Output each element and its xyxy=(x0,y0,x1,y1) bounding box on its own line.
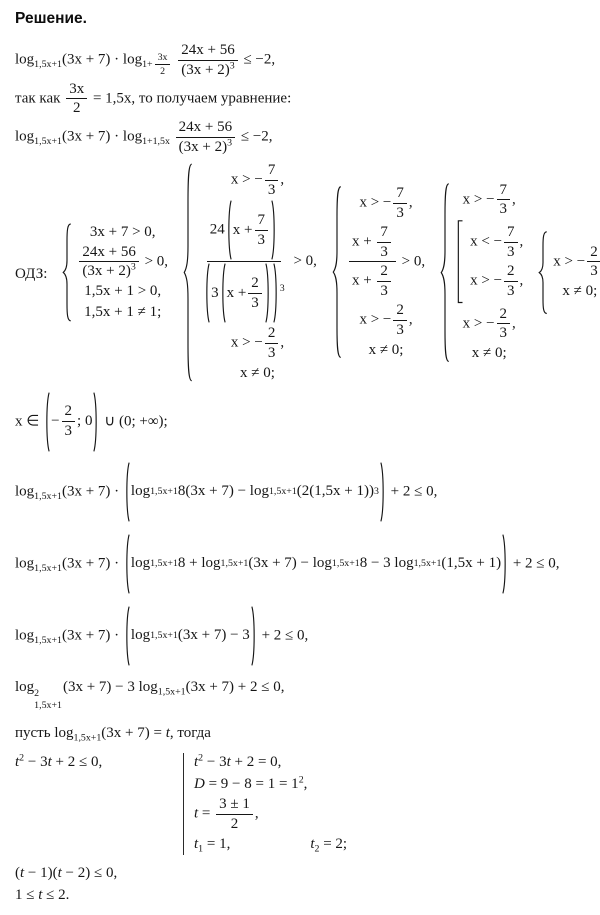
fraction: $\frac{7}{3}$ xyxy=(265,162,279,199)
formula-derivation-4: log 2 1,5x+1 (3x + 7) − 3 $\log_{1,5x+1}(3x + 7) + 2 \le 0$, xyxy=(15,678,285,712)
formula-derivation-1: $\log_{1,5x+1}(3x + 7)$ · log 1,5x+1 8(3x + 7) − log 1,5x+1 (2(1,5x + 1)) 3 + 2 ≤ 0, xyxy=(15,462,592,522)
parenthesis-icon xyxy=(273,263,279,323)
quadratic-side-panel xyxy=(183,753,347,854)
system-row: x > − $\frac{2}{3}$ xyxy=(553,244,600,281)
equation-system xyxy=(440,182,523,363)
fraction: $\frac{2}{3}$ xyxy=(62,403,76,440)
roots-row xyxy=(194,835,347,855)
fraction: $\frac{7}{3}$ xyxy=(255,212,269,249)
equation-system xyxy=(183,162,317,383)
fraction: $\frac{2}{3}$ xyxy=(587,244,600,281)
sup-sub-stack: 2 1,5x+1 xyxy=(34,688,62,712)
system-row: x < − $\frac{7}{3}$ , xyxy=(470,224,524,261)
system-row: 24 x + $\frac{7}{3}$ 3 x + $\frac{2}{3}$ $^3$ > 0, xyxy=(198,200,317,323)
brace-icon xyxy=(538,231,548,314)
system-row: x + $\frac{7}{3}$ x + $\frac{2}{3}$ > 0, xyxy=(347,224,425,300)
fraction: $\frac{3x}{2}$ xyxy=(155,52,171,77)
fraction: $\frac{24x + 56}{(3x + 2)^3}$ xyxy=(178,42,237,79)
formula-factored-inequality: (t − 1)(t − 2) ≤ 0, xyxy=(15,864,118,881)
equation-system xyxy=(332,185,425,359)
fraction: $\frac{7}{3}$ xyxy=(497,182,511,219)
fraction: $\frac{24x + 56}{(3x + 2)^3}$ xyxy=(176,119,235,156)
parenthesis-group: x + $\frac{2}{3}$ xyxy=(220,263,271,323)
parenthesis-group: − $\frac{2}{3}$ ; 0 xyxy=(44,392,99,452)
fraction: $\frac{2}{3}$ xyxy=(265,325,279,362)
formula-t-roots-formula: t = $\frac{3 \pm 1}{2}$ , xyxy=(194,796,259,833)
system-row: x > − $\frac{2}{3}$ , xyxy=(470,262,524,299)
fraction: $\frac{3x}{2}$ xyxy=(66,81,87,118)
fraction: $\frac{2}{3}$ xyxy=(393,302,407,339)
system-row: x ≠ 0; xyxy=(240,364,275,381)
formula-root-2: $t_2 = 2$; xyxy=(310,836,348,855)
equation-system-4 xyxy=(440,182,523,368)
parenthesis-icon xyxy=(265,263,271,323)
system-row: 3x + 7 > 0, xyxy=(89,223,156,240)
fraction: $\frac{2}{3}$ xyxy=(497,306,511,343)
system-row: $\frac{24x + 56}{(3x + 2)^3}$ > 0, xyxy=(77,244,168,281)
parenthesis-icon xyxy=(93,392,99,452)
parenthesis-group: log 1,5x+1 8(3x + 7) − log 1,5x+1 (2(1,5x + 1)) 3 xyxy=(124,462,386,522)
formula-t-equation: $t^2 - 3t + 2 = 0$, xyxy=(194,752,282,771)
fraction: $\frac{2}{3}$ xyxy=(248,275,262,312)
parenthesis-group: log 1,5x+1 (3x + 7) − 3 xyxy=(124,606,257,666)
fraction: $\frac{2}{3}$ xyxy=(504,263,518,300)
equation-system xyxy=(455,220,523,303)
equation-system-3 xyxy=(332,185,425,364)
formula-original-inequality: $\log_{1,5x+1}(3x + 7) \cdot \log_{1+ \frac{3x}{2}}$ $\frac{24x + 56}{(3x + 2)^3}$ ≤ −2, xyxy=(15,42,276,78)
brace-icon xyxy=(62,223,72,322)
system-row: x > − $\frac{7}{3}$ , xyxy=(230,161,285,198)
parenthesis-icon xyxy=(271,200,277,260)
parenthesis-icon xyxy=(502,534,508,594)
brace-icon xyxy=(332,185,342,359)
formula-substitution: пусть $\log_{1,5x+1}(3x + 7) = t$, тогда xyxy=(15,724,211,744)
fraction: $\frac{3 \pm 1}{2}$ xyxy=(216,796,253,833)
system-row: x > − $\frac{2}{3}$ , xyxy=(230,325,285,362)
formula-derivation-2: $\log_{1,5x+1}(3x + 7)$ · log 1,5x+1 8 + log 1,5x+1 (3x + 7) − log 1,5x+1 8 − 3 log 1,5x+1 (1,5x + 1) + 2 ≤ 0, xyxy=(15,534,592,594)
system-row: x > − $\frac{7}{3}$ , xyxy=(462,181,516,218)
formula-rewritten-inequality: $\log_{1,5x+1}(3x + 7) \cdot \log_{1+1,5x}$ $\frac{24x + 56}{(3x + 2)^3}$ ≤ −2, xyxy=(15,119,273,155)
fraction: x + $\frac{7}{3}$ x + $\frac{2}{3}$ xyxy=(349,224,396,300)
fraction: $\frac{7}{3}$ xyxy=(377,224,391,261)
formula-derivation-3: $\log_{1,5x+1}(3x + 7)$ · log 1,5x+1 (3x + 7) − 3 + 2 ≤ 0, xyxy=(15,606,592,666)
fraction: $\frac{24x + 56}{(3x + 2)^3}$ xyxy=(79,244,138,281)
system-row: x ≠ 0; xyxy=(471,345,507,362)
system-row: x ≠ 0; xyxy=(368,341,404,358)
fraction: $\frac{2}{3}$ xyxy=(377,263,391,300)
system-row: x ≠ 0; xyxy=(562,283,598,300)
equation-system-5 xyxy=(538,231,600,319)
quadratic-block xyxy=(15,753,592,854)
system-row: 1,5x + 1 ≠ 1; xyxy=(84,303,162,320)
system-row: x > − $\frac{2}{3}$ , xyxy=(462,305,516,342)
equation-system-1 xyxy=(62,223,168,327)
formula-root-1: $t_1 = 1$, xyxy=(194,836,231,855)
equation-system xyxy=(62,223,168,322)
formula-t-inequality: $t^2 - 3t + 2 \le 0$, xyxy=(15,752,103,771)
system-row: 1,5x + 1 > 0, xyxy=(84,283,162,300)
equation-system xyxy=(538,231,600,314)
page-title: Решение. xyxy=(15,10,87,27)
formula-final-answer: 1 ≤ t ≤ 2. xyxy=(15,886,70,903)
brace-icon xyxy=(455,220,465,303)
formula-discriminant: $D = 9 - 8 = 1 = 1^2$, xyxy=(194,774,308,792)
parenthesis-group: 3 x + $\frac{2}{3}$ xyxy=(204,263,279,323)
equation-system-2 xyxy=(183,162,317,388)
odz-label: ОДЗ: xyxy=(15,266,48,283)
parenthesis-group: x + $\frac{7}{3}$ xyxy=(226,200,277,260)
fraction: $\frac{7}{3}$ xyxy=(393,185,407,222)
system-row: x > − $\frac{7}{3}$ , xyxy=(359,185,413,221)
brace-icon xyxy=(183,162,193,383)
parenthesis-icon xyxy=(380,462,386,522)
system-row: x > − $\frac{2}{3}$ , xyxy=(359,301,413,338)
parenthesis-icon xyxy=(251,606,257,666)
formula-domain-result: x ∈ − $\frac{2}{3}$ ; 0 ∪ (0; +∞); xyxy=(15,392,592,452)
fraction: $\frac{7}{3}$ xyxy=(504,224,518,261)
text-base-conversion: так как $\frac{3x}{2}$ = 1,5x, то получаем уравнение: xyxy=(15,80,292,117)
fraction: 24 x + $\frac{7}{3}$ 3 x + $\frac{2}{3}$ $^3$ xyxy=(200,200,288,323)
odz-band xyxy=(15,161,598,388)
parenthesis-group: log 1,5x+1 8 + log 1,5x+1 (3x + 7) − log 1,5x+1 8 − 3 log 1,5x+1 (1,5x + 1) xyxy=(124,534,508,594)
brace-icon xyxy=(440,182,450,363)
